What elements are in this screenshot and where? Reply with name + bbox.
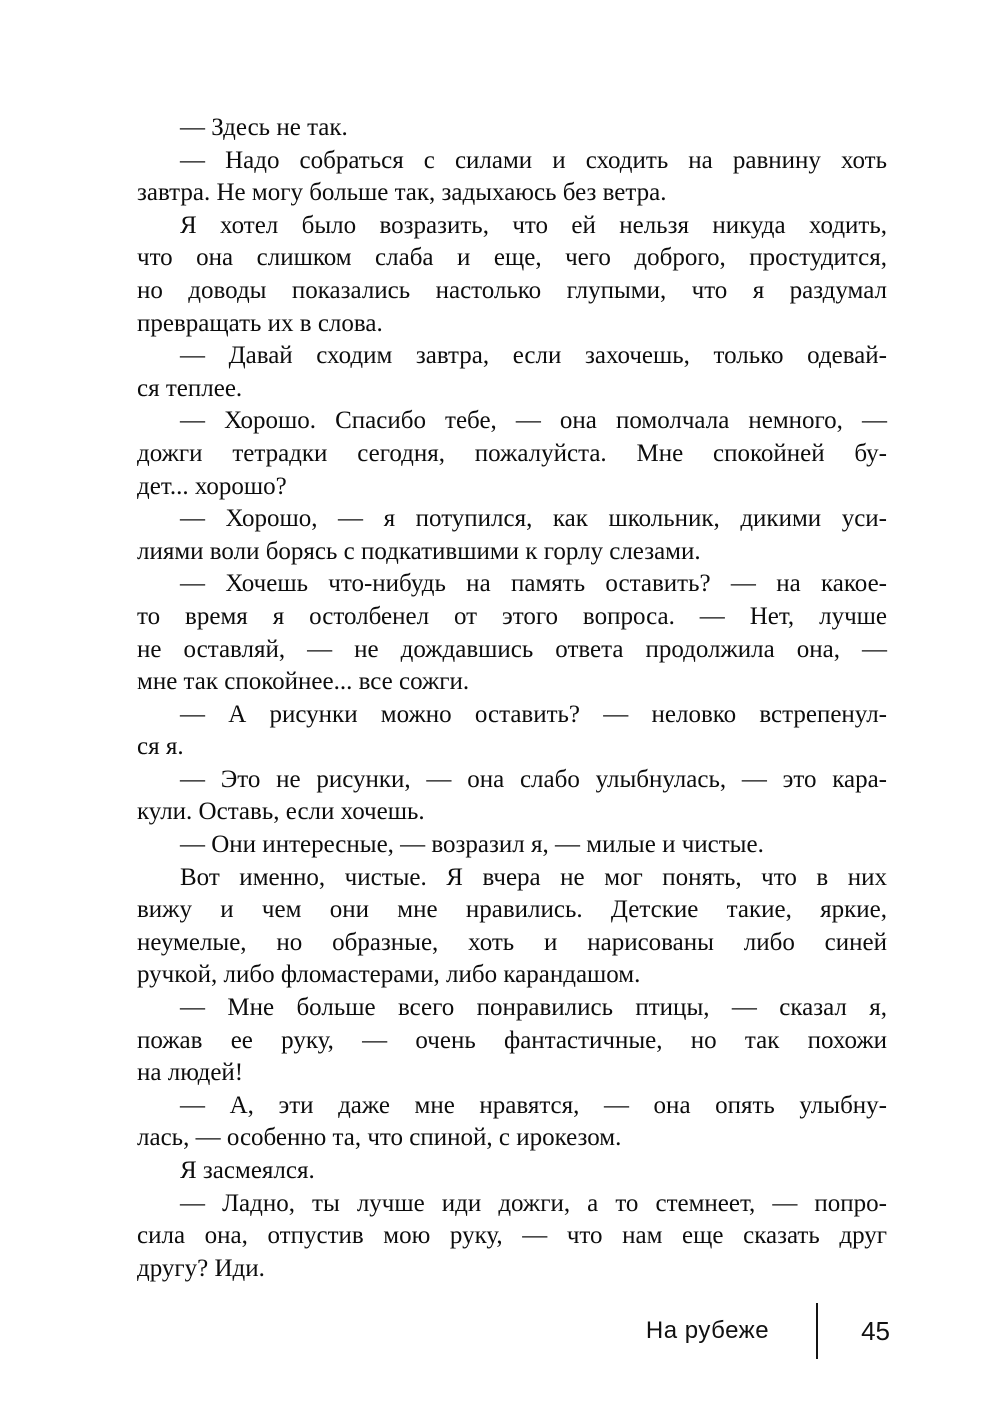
text-line: — Мне больше всего понравились птицы, — сказал я, — [180, 994, 887, 1022]
text-block — [137, 112, 887, 1285]
text-line: — Ладно, ты лучше иди дожги, а то стемнеет, — попро- — [180, 1189, 887, 1217]
text-line: — А, эти даже мне нравятся, — она опять улыбну- — [180, 1091, 887, 1119]
text-line: — Это не рисунки, — она слабо улыбнулась, — это кара- — [180, 765, 887, 793]
text-line: — Хочешь что-нибудь на память оставить? — на какое- — [180, 570, 887, 598]
text-line: на людей! — [137, 1059, 244, 1087]
text-line: мне так спокойнее... все сожги. — [137, 668, 470, 696]
paragraph — [137, 699, 887, 764]
paragraph — [137, 503, 887, 568]
text-line: — Они интересные, — возразил я, — милые и чистые. — [180, 831, 764, 859]
text-line: сила она, отпустив мою руку, — что нам еще сказать друг — [137, 1222, 887, 1250]
text-line: не оставляй, — не дождавшись ответа продолжила она, — — [137, 635, 887, 663]
text-line: — А рисунки можно оставить? — неловко встрепенул- — [180, 700, 887, 728]
text-line: — Давай сходим завтра, если захочешь, только одевай- — [180, 342, 887, 370]
paragraph — [137, 862, 887, 992]
paragraph — [137, 829, 887, 862]
text-line: то время я остолбенел от этого вопроса. — Нет, лучше — [137, 602, 887, 630]
text-line: — Хорошо. Спасибо тебе, — она помолчала немного, — — [180, 407, 887, 435]
text-line: но доводы показались настолько глупыми, что я раздумал — [137, 276, 887, 304]
paragraph — [137, 340, 887, 405]
paragraph — [137, 992, 887, 1090]
text-line: неумелые, но образные, хоть и нарисованы либо синей — [137, 928, 887, 956]
text-line: — Надо собраться с силами и сходить на равнину хоть — [180, 146, 887, 174]
text-line: дет... хорошо? — [137, 472, 287, 500]
paragraph — [137, 568, 887, 698]
paragraph — [137, 764, 887, 829]
paragraph — [137, 112, 887, 145]
text-line: лиями воли борясь с подкатившими к горлу слезами. — [137, 537, 701, 565]
text-line: пожав ее руку, — очень фантастичные, но так похожи — [137, 1026, 887, 1054]
text-line: кули. Оставь, если хочешь. — [137, 798, 425, 826]
page-footer — [646, 1300, 890, 1362]
text-line: превращать их в слова. — [137, 309, 383, 337]
paragraph — [137, 1155, 887, 1188]
paragraph — [137, 145, 887, 210]
text-line: Я хотел было возразить, что ей нельзя никуда ходить, — [180, 211, 887, 239]
paragraph — [137, 210, 887, 340]
text-line: — Хорошо, — я потупился, как школьник, дикими уси- — [180, 505, 887, 533]
paragraph — [137, 1090, 887, 1155]
text-line: Я засмеялся. — [180, 1157, 315, 1184]
text-line: Вот именно, чистые. Я вчера не мог понять, что в них — [180, 863, 887, 891]
text-line: дожги тетрадки сегодня, пожалуйста. Мне спокойней бу- — [137, 439, 887, 467]
text-line: ся я. — [137, 733, 184, 761]
text-line: вижу и чем они мне нравились. Детские такие, яркие, — [137, 896, 887, 924]
text-line: ручкой, либо фломастерами, либо карандашом. — [137, 961, 641, 989]
text-line: другу? Иди. — [137, 1254, 265, 1282]
footer-divider — [816, 1303, 818, 1359]
running-title: На рубеже — [645, 1317, 770, 1344]
paragraph — [137, 1188, 887, 1286]
text-line: завтра. Не могу больше так, задыхаюсь без ветра. — [137, 179, 667, 207]
page-number: 45 — [861, 1315, 890, 1346]
paragraph — [137, 405, 887, 503]
text-line: что она слишком слаба и еще, чего доброго, простудится, — [137, 244, 887, 272]
text-line: ся теплее. — [137, 374, 243, 402]
text-line: — Здесь не так. — [180, 114, 348, 141]
text-line: лась, — особенно та, что спиной, с ирокезом. — [137, 1124, 622, 1152]
